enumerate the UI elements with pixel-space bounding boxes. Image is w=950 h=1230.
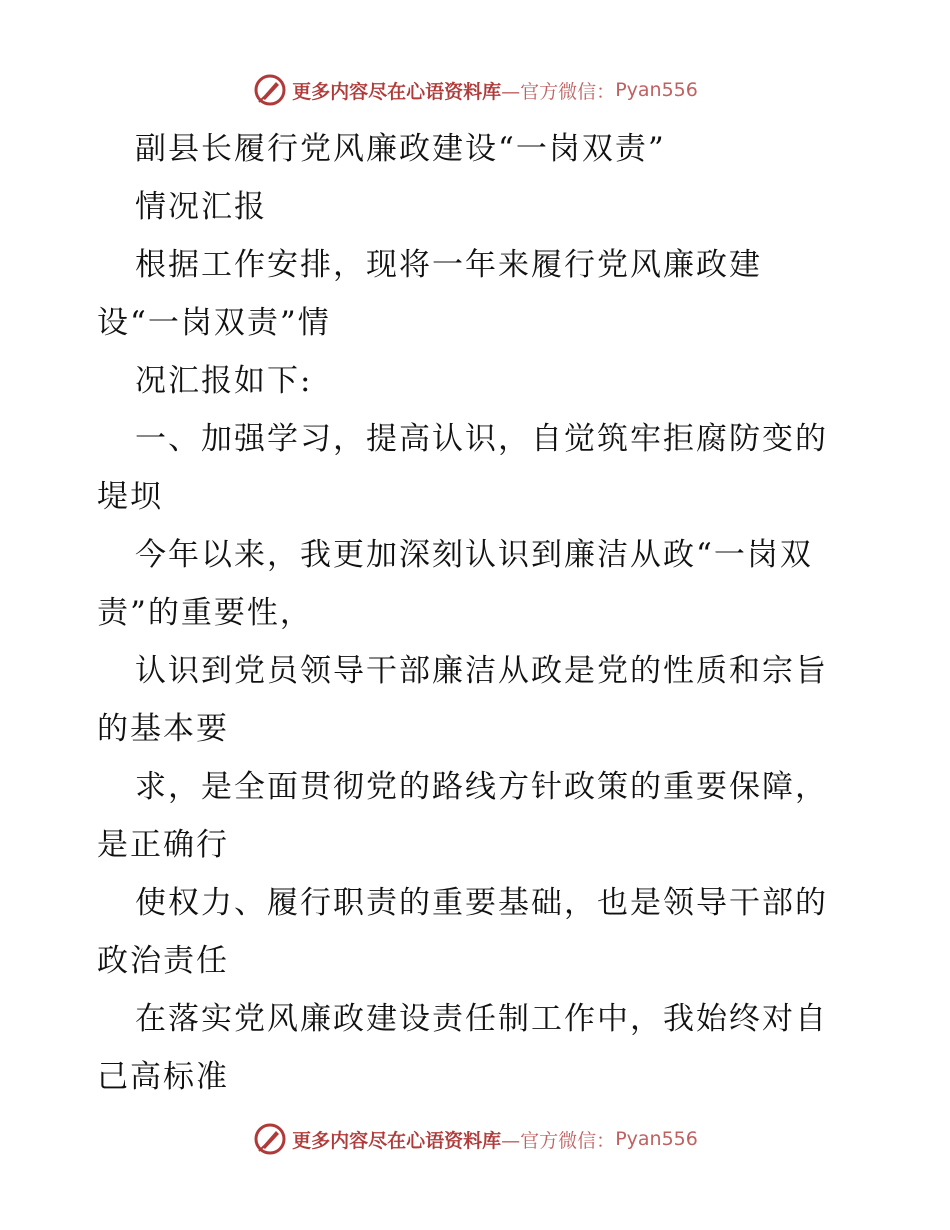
banner-text-id: Pyan556	[615, 79, 698, 101]
paragraph-line: 求，是全面贯彻党的路线方针政策的重要保障，	[135, 769, 828, 805]
header-banner	[0, 70, 950, 110]
banner-text-id: Pyan556	[615, 1128, 698, 1150]
paragraph-line: 责”的重要性，	[97, 595, 313, 631]
paragraph-line: 的基本要	[97, 711, 229, 747]
document-body	[97, 120, 857, 1106]
banner-text-wechat: —官方微信：	[501, 80, 616, 103]
doc-title-line-1: 副县长履行党风廉政建设“一岗双责”	[135, 131, 666, 167]
paragraph-line: 况汇报如下:	[135, 363, 313, 399]
paragraph-line: 认识到党员领导干部廉洁从政是党的性质和宗旨	[135, 653, 828, 689]
quill-logo-icon	[252, 72, 288, 108]
paragraph-line: 政治责任	[97, 943, 229, 979]
section-heading-line: 堤坝	[97, 479, 163, 515]
paragraph-line: 根据工作安排，现将一年来履行党风廉政建	[135, 247, 762, 283]
banner-text-main: 更多内容尽在心语资料库	[292, 80, 502, 103]
banner-text-main: 更多内容尽在心语资料库	[292, 1129, 502, 1152]
paragraph-line: 使权力、履行职责的重要基础，也是领导干部的	[135, 885, 828, 921]
paragraph-line: 在落实党风廉政建设责任制工作中，我始终对自	[135, 1001, 828, 1037]
paragraph-line: 今年以来，我更加深刻认识到廉洁从政“一岗双	[135, 537, 813, 573]
paragraph-line: 设“一岗双责”情	[97, 305, 331, 341]
footer-banner	[0, 1119, 950, 1159]
paragraph-line: 己高标准	[97, 1059, 229, 1095]
banner-text-wechat: —官方微信：	[501, 1129, 616, 1152]
paragraph-line: 是正确行	[97, 827, 229, 863]
section-heading-line: 一、加强学习，提高认识，自觉筑牢拒腐防变的	[135, 421, 828, 457]
quill-logo-icon	[252, 1121, 288, 1157]
doc-title-line-2: 情况汇报	[135, 189, 267, 225]
